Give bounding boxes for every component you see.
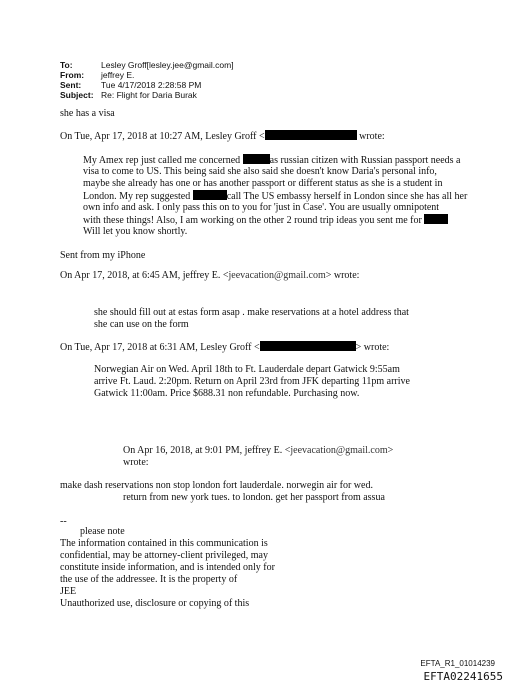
subject-label: Subject:	[60, 90, 94, 100]
sig-line: JEE	[60, 586, 77, 597]
quote1-text: call The US embassy herself in London since she has all her	[226, 191, 468, 202]
bates-number-small: EFTA_R1_01014239	[420, 659, 495, 668]
quote4-intro-close: >	[387, 445, 394, 456]
email-link[interactable]: jeevacation@gmail.com	[228, 270, 326, 281]
sig-line: the use of the addressee. It is the property of	[60, 574, 238, 585]
redaction-block	[243, 154, 270, 164]
quote1-line: own info and ask. I only pass this on to you for 'just in Case'. You are usually omnipotent	[83, 202, 440, 213]
from-label: From:	[60, 70, 85, 80]
from-value: jeffrey E.	[101, 70, 135, 80]
to-value: Lesley Groff[lesley.jee@gmail.com]	[101, 60, 234, 70]
quote3-line: Norwegian Air on Wed. April 18th to Ft. Lauderdale depart Gatwick 9:55am	[94, 364, 400, 375]
quote1-wrote: wrote:	[359, 131, 385, 142]
quote2-intro	[60, 270, 359, 282]
quote1-line: Will let you know shortly.	[83, 226, 188, 237]
bates-number-large: EFTA02241655	[423, 670, 503, 683]
quote1-text: with these things! Also, I am working on the other 2 round trip ideas you sent me for	[83, 215, 422, 226]
quote2-line: she should fill out at estas form asap . make reservations at a hotel address that	[94, 307, 409, 318]
sent-label: Sent:	[60, 80, 82, 90]
quote1-line: maybe she already has one or has another passport or different status as she is a student in	[83, 178, 443, 189]
sent-value: Tue 4/17/2018 2:28:58 PM	[101, 80, 202, 90]
sig-line: constitute inside information, and is intended only for	[60, 562, 275, 573]
redaction-block	[260, 341, 356, 351]
quote4-intro	[123, 445, 393, 457]
quote2-intro-text: On Apr 17, 2018, at 6:45 AM, jeffrey E. <	[60, 270, 229, 281]
quote4-intro-text: On Apr 16, 2018, at 9:01 PM, jeffrey E. <	[123, 445, 291, 456]
quote4-wrote: wrote:	[123, 457, 149, 468]
quote1-text: My Amex rep just called me concerned	[83, 155, 241, 166]
email-link[interactable]: jeevacation@gmail.com	[290, 445, 388, 456]
redaction-block	[424, 214, 448, 224]
quote2-line: she can use on the form	[94, 319, 189, 330]
subject-value: Re: Flight for Daria Burak	[101, 90, 197, 100]
reply-text: she has a visa	[60, 108, 115, 119]
quote1-intro	[60, 130, 385, 143]
sig-note: please note	[80, 526, 125, 537]
to-label: To:	[60, 60, 73, 70]
quote1-intro-text: On Tue, Apr 17, 2018 at 10:27 AM, Lesley Groff <	[60, 131, 265, 142]
quote3-intro-text: On Tue, Apr 17, 2018 at 6:31 AM, Lesley Groff <	[60, 342, 260, 353]
quote1-text: London. My rep suggested	[83, 191, 191, 202]
sig-line: The information contained in this communication is	[60, 538, 268, 549]
quote4-line: make dash reservations non stop london fort lauderdale. norwegin air for wed.	[60, 480, 373, 491]
sig-line: Unauthorized use, disclosure or copying of this	[60, 598, 250, 609]
quote4-line: return from new york tues. to london. get her passport from assua	[123, 492, 385, 503]
sig-line: confidential, may be attorney-client privileged, may	[60, 550, 268, 561]
quote1-line: visa to come to US. This being said she also said she doesn't know Daria's personal info,	[83, 166, 437, 177]
redaction-block	[265, 130, 357, 140]
quote3-intro	[60, 341, 389, 354]
sent-from-iphone: Sent from my iPhone	[60, 250, 146, 261]
quote3-wrote: > wrote:	[355, 342, 390, 353]
quote3-line: Gatwick 11:00am. Price $688.31 non refundable. Purchasing now.	[94, 388, 360, 399]
sig-dashes: --	[60, 516, 67, 527]
redaction-block	[193, 190, 227, 200]
quote2-wrote: > wrote:	[325, 270, 360, 281]
quote1-text: as russian citizen with Russian passport needs a	[269, 155, 461, 166]
quote3-line: arrive Ft. Laud. 2:20pm. Return on April 23rd from JFK departing 11pm arrive	[94, 376, 410, 387]
